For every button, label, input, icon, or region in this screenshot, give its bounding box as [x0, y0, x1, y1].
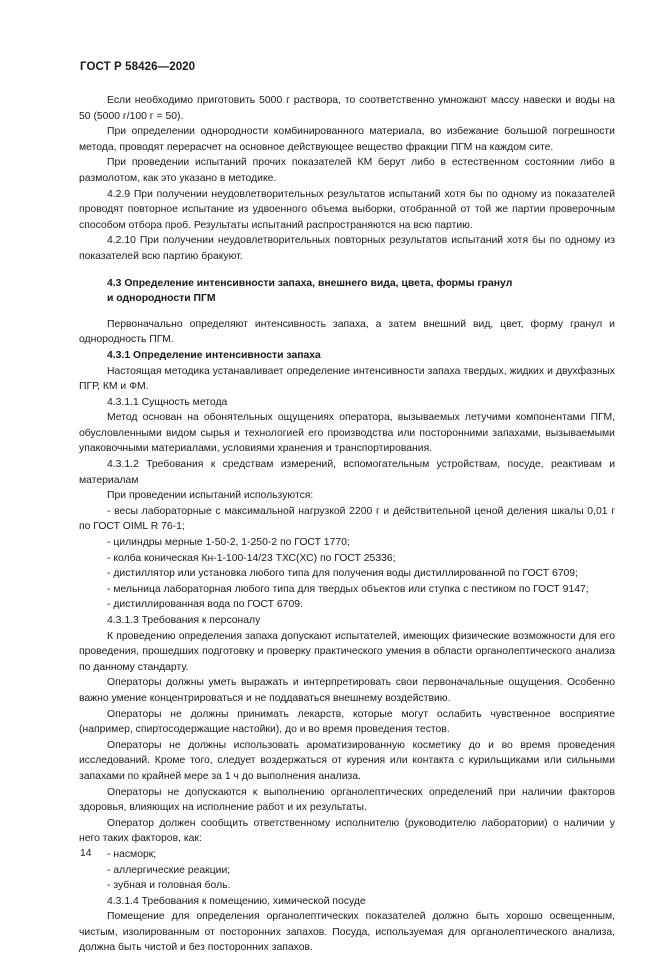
- list-item: - зубная и головная боль.: [107, 880, 231, 892]
- section-heading-4-3-cont: и однородности ПГМ: [107, 293, 216, 305]
- subsection-heading-4-3-1: 4.3.1 Определение интенсивности запаха: [107, 349, 321, 361]
- list-item: - мельница лабораторная любого типа для твердых объектов или ступка с пестиком по ГОСТ 9147;: [107, 583, 589, 595]
- list-item: - насморк;: [107, 848, 157, 860]
- paragraph: Первоначально определяют интенсивность запаха, а затем внешний вид, цвет, форму гранул и однородность ПГМ.: [79, 318, 615, 346]
- list-item: - колба коническая Кн-1-100-14/23 ТХС(ХС) по ГОСТ 25336;: [107, 552, 396, 564]
- page-body: [79, 93, 615, 956]
- clause-heading-4-3-1-3: 4.3.1.3 Требования к персоналу: [107, 615, 261, 626]
- paragraph: При проведении испытаний прочих показателей КМ берут либо в естественном состоянии либо в размолотом, как это указано в методике.: [79, 157, 615, 184]
- list-item: - дистиллированная вода по ГОСТ 6709.: [107, 599, 303, 611]
- document-header: ГОСТ Р 58426—2020: [80, 61, 196, 73]
- paragraph: Операторы не допускаются к выполнению органолептических определений при наличии факторов здоровья, влияющих на исполнение работ и их результаты.: [79, 786, 615, 814]
- paragraph: Операторы не должны принимать лекарств, которые могут ослабить чувственное восприятие (например, спиртосодержащие настойки), до и во время проведения тестов.: [79, 708, 615, 736]
- clause-4-2-10: 4.2.10 При получении неудовлетворительных повторных результатов испытаний хотя бы по одному из показателей всю партию бракуют.: [79, 235, 615, 262]
- paragraph: Помещение для определения органолептических показателей должно быть хорошо освещенным, чистым, изолированным от посторонних запахов. Посуда, используемая для органолептического анализа, должна быть чистой и без посторонних запахов.: [79, 911, 615, 954]
- list-item: - весы лабораторные с максимальной нагрузкой 2200 г и действительной ценой деления шкалы 0,01 г по ГОСТ OIML R 76-1;: [79, 505, 615, 533]
- clause-heading-4-3-1-1: 4.3.1.1 Сущность метода: [107, 396, 228, 408]
- paragraph: Если необходимо приготовить 5000 г раствора, то соответственно умножают массу навески и воды на 50 (5000 г/100 г = 50).: [79, 95, 615, 122]
- paragraph: Операторы не должны использовать ароматизированную косметику до и во время проведения исследований. Кроме того, следует воздержаться от курения или контакта с курильщиками или сильными запахами по крайней мере за 1 ч до выполнения анализа.: [79, 739, 615, 782]
- paragraph: Метод основан на обонятельных ощущениях оператора, вызываемых летучими компонентами ПГМ, обусловленными видом сырья и технологией его производства или посторонними запахами, вызываемыми упаковочными материалами, условиями хранения и транспортирования.: [79, 412, 615, 455]
- paragraph: Оператор должен сообщить ответственному исполнителю (руководителю лаборатории) о наличии у него таких факторов, как:: [79, 817, 615, 845]
- section-heading-4-3: 4.3 Определение интенсивности запаха, внешнего вида, цвета, формы гранул: [107, 277, 513, 289]
- page-number: 14: [80, 848, 92, 859]
- list-item: - дистиллятор или установка любого типа для получения воды дистиллированной по ГОСТ 6709;: [107, 568, 578, 580]
- paragraph: Настоящая методика устанавливает определение интенсивности запаха твердых, жидких и двухфазных ПГР, КМ и ФМ.: [79, 365, 615, 393]
- paragraph: К проведению определения запаха допускают испытателей, имеющих физические возможности для его проведения, прошедших подготовку и проверку практического умения в области органолептического анализа по данному стандарту.: [79, 630, 615, 673]
- paragraph: Операторы должны уметь выражать и интерпретировать свои первоначальные ощущения. Особенно важно умение концентрироваться и не поддаваться внешнему воздействию.: [79, 677, 615, 704]
- list-item: - аллергические реакции;: [107, 864, 231, 876]
- clause-heading-4-3-1-2: 4.3.1.2 Требования к средствам измерений, вспомогательным устройствам, посуде, реактивам и материалам: [79, 459, 615, 486]
- paragraph: При определении однородности комбинированного материала, во избежание большой погрешности метода, проводят перерасчет на основное действующее вещество фракции ПГМ на каждом сите.: [79, 126, 615, 153]
- paragraph: При проведении испытаний используются:: [107, 490, 314, 502]
- list-item: - цилиндры мерные 1-50-2, 1-250-2 по ГОСТ 1770;: [107, 537, 350, 549]
- clause-heading-4-3-1-4: 4.3.1.4 Требования к помещению, химической посуде: [107, 895, 366, 907]
- clause-4-2-9: 4.2.9 При получении неудовлетворительных результатов испытаний хотя бы по одному из показателей проводят повторное испытание из удвоенного объема выборки, отобранной от той же партии проверочным способом отбора проб. Результаты испытаний распространяются на всю партию.: [79, 188, 615, 231]
